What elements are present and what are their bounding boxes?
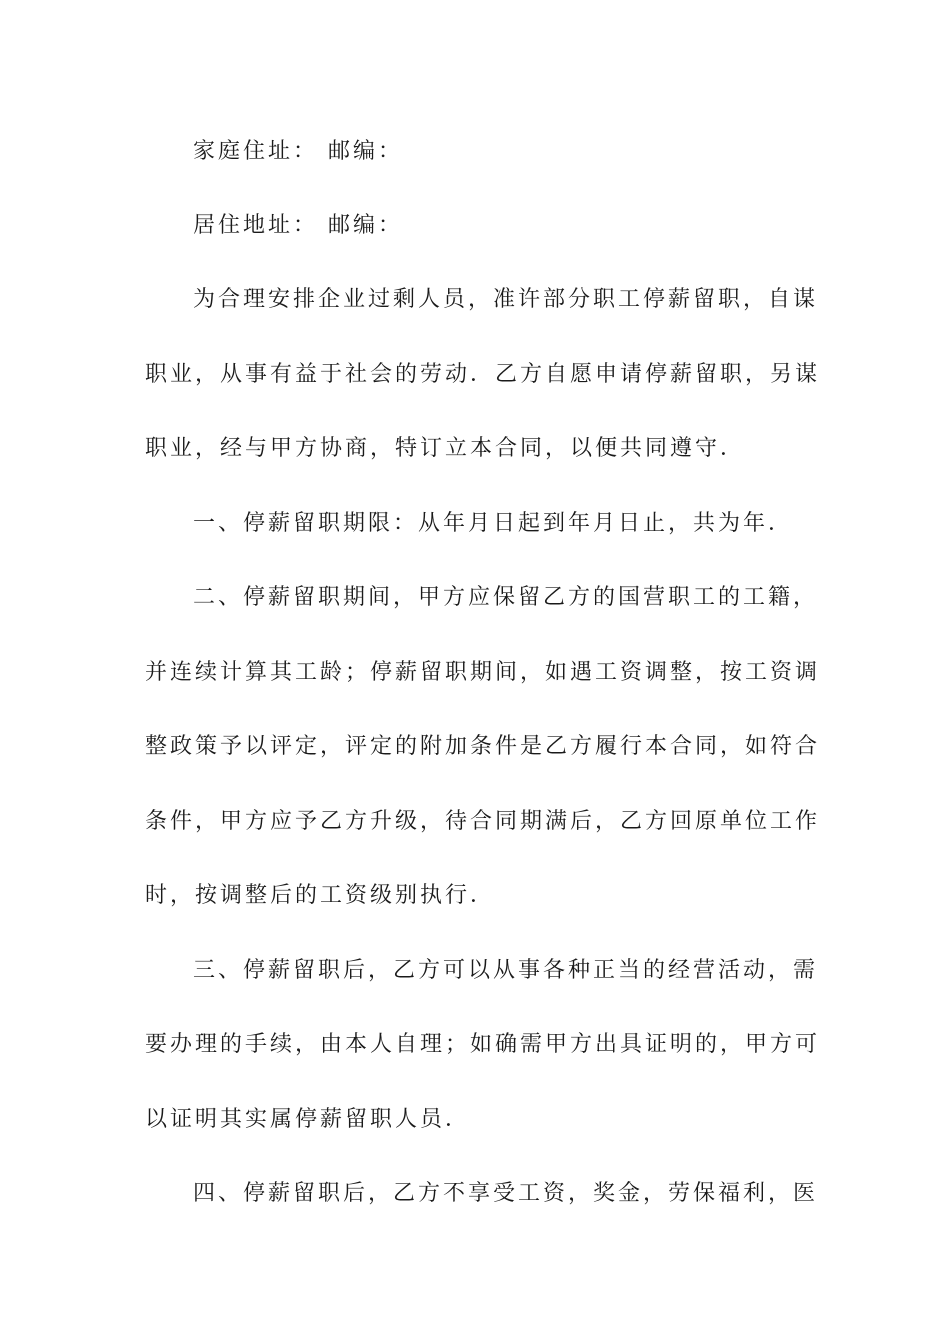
clause-2-line-2: 并连续计算其工龄；停薪留职期间，如遇工资调整，按工资调 [145,660,821,685]
home-address-line: 家庭住址： 邮编： [193,139,403,164]
clause-3-line-2: 要办理的手续，由本人自理；如确需甲方出具证明的，甲方可 [145,1032,821,1057]
clause-3-line-1: 三、停薪留职后，乙方可以从事各种正当的经营活动，需 [193,958,819,983]
clause-3-line-3: 以证明其实属停薪留职人员． [145,1107,471,1132]
clause-1-line-1: 一、停薪留职期限：从年月日起到年月日止，共为年． [193,511,794,536]
preamble-line-1: 为合理安排企业过剩人员，准许部分职工停薪留职，自谋 [193,287,819,312]
clause-2-line-5: 时，按调整后的工资级别执行． [145,883,496,908]
clause-2-line-1: 二、停薪留职期间，甲方应保留乙方的国营职工的工籍， [193,585,819,610]
preamble-line-2: 职业，从事有益于社会的劳动．乙方自愿申请停薪留职，另谋 [145,362,821,387]
preamble-line-3: 职业，经与甲方协商，特订立本合同，以便共同遵守． [145,436,746,461]
clause-2-line-4: 条件，甲方应予乙方升级，待合同期满后，乙方回原单位工作 [145,809,821,834]
residence-address-line: 居住地址： 邮编： [193,213,403,238]
clause-2-line-3: 整政策予以评定，评定的附加条件是乙方履行本合同，如符合 [145,734,821,759]
clause-4-line-1: 四、停薪留职后，乙方不享受工资，奖金，劳保福利，医 [193,1181,819,1206]
